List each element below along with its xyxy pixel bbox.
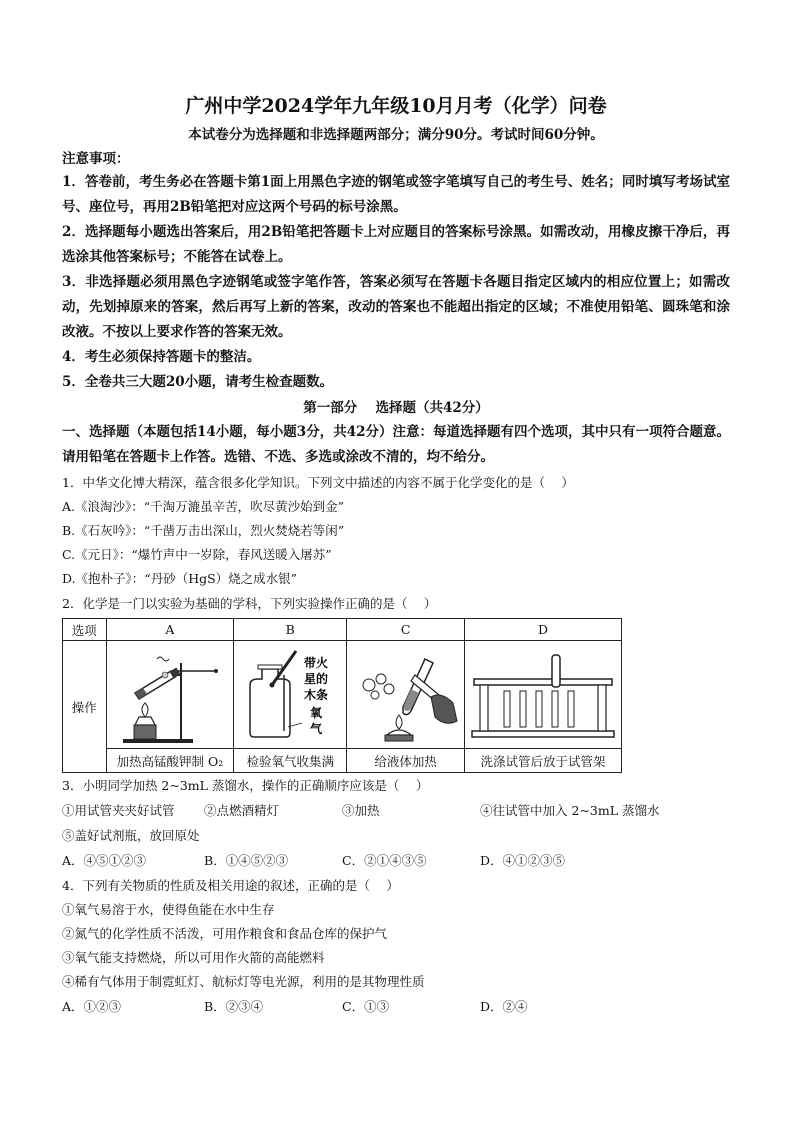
test-tube-rack-icon [468,645,618,745]
notice-item: 1．答卷前，考生务必在答题卡第1面上用黑色字迹的钢笔或签字笔填写自己的考生号、姓名；同时填写考场试室号、座位号，再用2B铅笔把对应这两个号码的标号涂黑。 [62,174,730,215]
part1-heading: 第一部分 选择题（共42分） [303,400,489,416]
q4-option-a: A．①②③ [62,999,122,1014]
q3-step: ①用试管夹夹好试管 [62,803,175,818]
notice-heading: 注意事项： [62,151,130,167]
exam-page [62,92,730,1019]
q4-statement: ③氧气能支持燃烧，所以可用作火箭的高能燃料 [62,950,325,965]
fig-b-label: 星的 [304,671,329,686]
q2-operations-table [62,618,622,773]
caption-c: 给液体加热 [347,749,465,773]
q4-statement: ②氮气的化学性质不活泼，可用作粮食和食品仓库的保护气 [62,926,388,941]
table-header-option: 选项 [63,619,107,641]
q1-option-a: A.《浪淘沙》：“千淘万漉虽辛苦，吹尽黄沙始到金” [62,499,345,514]
figure-d-tube-rack [465,641,622,749]
table-row-label: 操作 [63,641,107,773]
caption-a: 加热高锰酸钾制 O₂ [106,749,234,773]
q4-options-row [62,994,730,1019]
q3-step: ③加热 [342,803,380,818]
q3-option-c: C．②①④③⑤ [342,853,427,868]
notice-item: 4．考生必须保持答题卡的整洁。 [62,349,261,365]
fig-b-label: 木条 [304,687,329,702]
exam-title: 广州中学2024学年九年级10月月考（化学）问卷 [185,95,607,117]
fig-b-label: 氧 [310,705,323,720]
q3-stem: 3．小明同学加热 2~3mL 蒸馏水，操作的正确顺序应该是（ ） [62,778,429,793]
q3-step: ⑤盖好试剂瓶，放回原处 [62,828,200,843]
q3-option-a: A．④⑤①②③ [62,853,147,868]
table-header-a: A [106,619,234,641]
fig-b-label: 带火 [304,655,329,670]
q3-step: ④往试管中加入 2~3mL 蒸馏水 [480,803,660,818]
gas-bottle-icon [238,645,342,745]
section1-heading: 一、选择题（本题包括14小题，每小题3分，共42分）注意：每道选择题有四个选项，其中只有一项符合题意。请用铅笔在答题卡上作答。选错、不选、多选或涂改不清的，均不给分。 [62,424,730,465]
q4-option-d: D．②④ [480,999,528,1014]
fig-b-label: 气 [310,721,323,736]
q3-options-row [62,848,730,873]
q3-option-d: D．④①②③⑤ [480,853,566,868]
q4-stem: 4．下列有关物质的性质及相关用途的叙述，正确的是（ ） [62,878,399,893]
q1-stem: 1．中华文化博大精深，蕴含很多化学知识。下列文中描述的内容不属于化学变化的是（ ） [62,475,574,490]
q4-statement: ④稀有气体用于制霓虹灯、航标灯等电光源，利用的是其物理性质 [62,974,425,989]
notice-item: 5．全卷共三大题20小题，请考生检查题数。 [62,374,334,390]
table-header-d: D [465,619,622,641]
exam-subtitle: 本试卷分为选择题和非选择题两部分；满分90分。考试时间60分钟。 [188,127,604,143]
heating-apparatus-icon [115,645,225,745]
q4-option-b: B．②③④ [204,999,264,1014]
q3-option-b: B．①④⑤②③ [204,853,289,868]
q3-step: ②点燃酒精灯 [204,803,280,818]
figure-a-heating-kmno4 [106,641,234,749]
table-header-c: C [347,619,465,641]
heating-liquid-icon [351,645,461,745]
table-header-b: B [234,619,347,641]
q1-option-b: B.《石灰吟》：“千凿万击出深山，烈火焚烧若等闲” [62,523,345,538]
notice-item: 3．非选择题必须用黑色字迹钢笔或签字笔作答，答案必须写在答题卡各题目指定区域内的相应位置上；如需改动，先划掉原来的答案，然后再写上新的答案，改动的答案也不能超出指定的区域；不准使用铅笔、圆珠笔和涂改液。不按以上要求作答的答案无效。 [62,274,730,340]
q2-stem: 2．化学是一门以实验为基础的学科，下列实验操作正确的是（ ） [62,596,437,611]
caption-d: 洗涤试管后放于试管架 [465,749,622,773]
q1-option-c: C.《元日》：“爆竹声中一岁除，春风送暖入屠苏” [62,547,332,562]
figure-c-heating-liquid [347,641,465,749]
q1-option-d: D.《抱朴子》：“丹砂（HgS）烧之成水银” [62,571,298,586]
figure-b-test-oxygen-full [234,641,347,749]
q3-steps-row [62,798,730,823]
q4-statement: ①氧气易溶于水，使得鱼能在水中生存 [62,902,275,917]
q4-option-c: C．①③ [342,999,390,1014]
caption-b: 检验氧气收集满 [234,749,347,773]
notice-item: 2．选择题每小题选出答案后，用2B铅笔把答题卡上对应题目的答案标号涂黑。如需改动，用橡皮擦干净后，再选涂其他答案标号；不能答在试卷上。 [62,224,730,265]
